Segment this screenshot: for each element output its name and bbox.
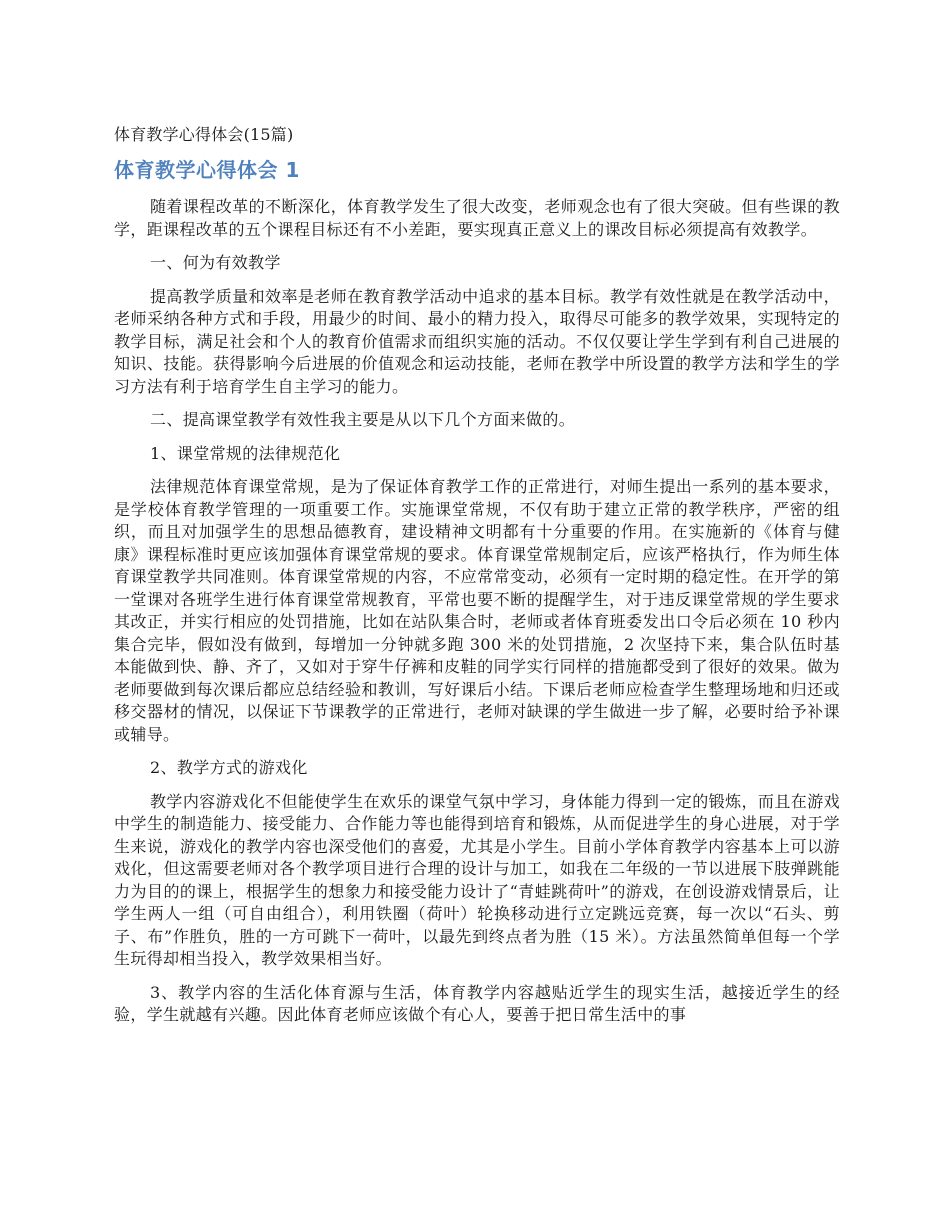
section-heading: 体育教学心得体会 1 bbox=[114, 158, 300, 182]
document-title: 体育教学心得体会(15篇) bbox=[114, 125, 294, 144]
paragraph-gamification: 教学内容游戏化不但能使学生在欢乐的课堂气氛中学习，身体能力得到一定的锻炼，而且在游戏中学生的制造能力、接受能力、合作能力等也能得到培育和锻炼，从而促进学生的身心进展，对于学生来说，游戏化的教学内容也深受他们的喜爱，尤其是小学生。目前小学体育教学内容基本上可以游戏化，但这需要老师对各个教学项目进行合理的设计与加工，如我在二年级的一节以进展下肢弹跳能力为目的的课上，根据学生的想象力和接受能力设计了“青蛙跳荷叶”的游戏，在创设游戏情景后，让学生两人一组（可自由组合），利用铁圈（荷叶）轮换移动进行立定跳远竞赛，每一次以“石头、剪子、布”作胜负，胜的一方可跳下一荷叶，以最先到终点者为胜（15 米）。方法虽然简单但每一个学生玩得却相当投入，教学效果相当好。 bbox=[114, 791, 840, 968]
document-body bbox=[114, 124, 840, 1038]
subheading-improve-effectiveness: 二、提高课堂教学有效性我主要是从以下几个方面来做的。 bbox=[150, 410, 576, 429]
subheading-what-is-effective-teaching: 一、何为有效教学 bbox=[150, 253, 281, 272]
paragraph-intro: 随着课程改革的不断深化，体育教学发生了很大改变，老师观念也有了很大突破。但有些课的教学，距课程改革的五个课程目标还有不小差距，要实现真正意义上的课改目标必须提高有效教学。 bbox=[114, 197, 840, 239]
subheading-gamification: 2、教学方式的游戏化 bbox=[150, 758, 308, 777]
paragraph-effective-teaching: 提高教学质量和效率是老师在教育教学活动中追求的基本目标。教学有效性就是在教学活动中，老师采纳各种方式和手段，用最少的时间、最小的精力投入，取得尽可能多的教学效果，实现特定的教学目标，满足社会和个人的教育价值需求而组织实施的活动。不仅仅要让学生学到有利自己进展的知识、技能。获得影响今后进展的价值观念和运动技能，老师在教学中所设置的教学方法和学生的学习方法有利于培育学生自主学习的能力。 bbox=[114, 286, 840, 396]
paragraph-classroom-routine: 法律规范体育课堂常规，是为了保证体育教学工作的正常进行，对师生提出一系列的基本要求，是学校体育教学管理的一项重要工作。实施课堂常规，不仅有助于建立正常的教学秩序，严密的组织，而且对加强学生的思想品德教育，建设精神文明都有十分重要的作用。在实施新的《体育与健康》课程标准时更应该加强体育课堂常规的要求。体育课堂常规制定后，应该严格执行，作为师生体育课堂教学共同准则。体育课堂常规的内容，不应常常变动，必须有一定时期的稳定性。在开学的第一堂课对各班学生进行体育课堂常规教育，平常也要不断的提醒学生，对于违反课堂常规的学生要求其改正，并实行相应的处罚措施，比如在站队集合时，老师或者体育班委发出口令后必须在 10 秒内集合完毕，假如没有做到，每增加一分钟就多跑 300 米的处罚措施，2 次坚持下来，集合队伍时基本能做到快、静、齐了，又如对于穿牛仔裤和皮鞋的同学实行同样的措施都受到了很好的效果。做为老师要做到每次课后都应总结经验和教训，写好课后小结。下课后老师应检查学生整理场地和归还或移交器材的情况，以保证下节课教学的正常进行，老师对缺课的学生做进一步了解，必要时给予补课或辅导。 bbox=[114, 477, 840, 744]
subheading-classroom-routine: 1、课堂常规的法律规范化 bbox=[150, 443, 341, 463]
paragraph-life-oriented: 3、教学内容的生活化体育源与生活，体育教学内容越贴近学生的现实生活，越接近学生的经验，学生就越有兴趣。因此体育老师应该做个有心人，要善于把日常生活中的事 bbox=[114, 982, 840, 1024]
